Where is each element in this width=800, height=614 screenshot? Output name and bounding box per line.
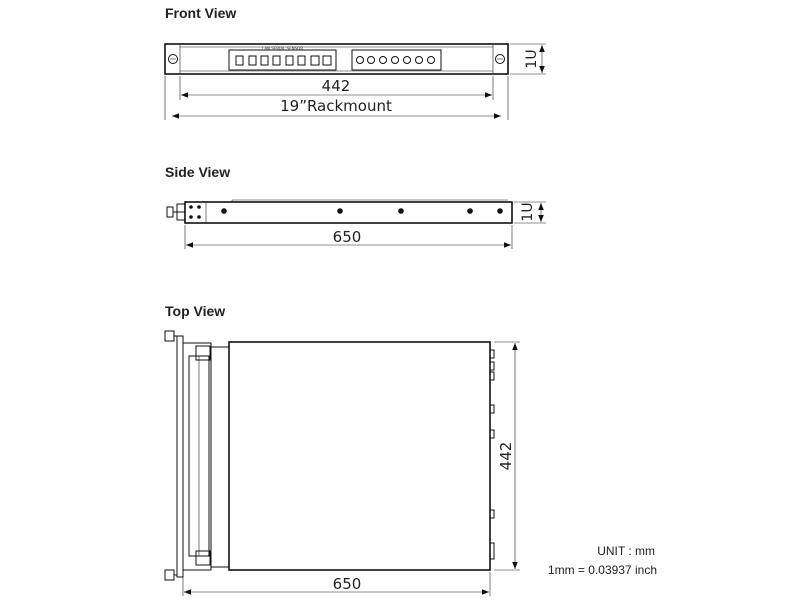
side-height-dimension xyxy=(514,202,546,223)
port-panel-left xyxy=(229,46,336,70)
top-depth-label: 650 xyxy=(332,575,362,593)
front-chassis xyxy=(165,44,508,74)
rack-ear-hole-left xyxy=(169,55,178,64)
rack-ear-hole-right xyxy=(496,55,505,64)
top-depth-dimension xyxy=(183,572,490,596)
front-view-title: Front View xyxy=(165,5,237,21)
port-panel-label: LAN SERIAL SENSOR xyxy=(262,46,304,51)
unit-note xyxy=(548,544,657,577)
top-view-title: Top View xyxy=(165,303,226,319)
top-width-dimension xyxy=(494,342,520,570)
side-depth-dimension xyxy=(185,225,512,249)
top-width-label: 442 xyxy=(497,441,515,471)
side-height-label: 1U xyxy=(520,202,536,222)
side-view xyxy=(165,164,546,249)
side-depth-label: 650 xyxy=(332,228,362,246)
front-view xyxy=(165,5,546,120)
top-chassis xyxy=(165,331,494,580)
front-height-label: 1U xyxy=(524,49,540,69)
unit-label: UNIT : mm xyxy=(597,544,655,558)
port-panel-right xyxy=(352,50,441,70)
unit-conversion: 1mm = 0.03937 inch xyxy=(547,563,657,577)
front-height-dimension xyxy=(510,44,546,74)
top-view xyxy=(165,303,520,596)
front-width-label: 442 xyxy=(321,77,351,95)
side-view-title: Side View xyxy=(165,164,231,180)
side-chassis xyxy=(167,200,512,223)
rackmount-label: 19”Rackmount xyxy=(280,97,392,115)
